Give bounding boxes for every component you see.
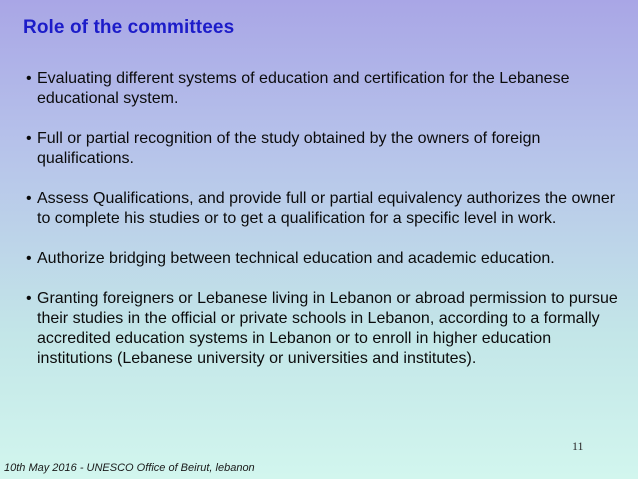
bullet-dot: • xyxy=(26,130,32,147)
bullet-text: Assess Qualifications, and provide full or partial equivalency authorizes the owner to complete his studies or to get a qualification for a specific level in work. xyxy=(37,190,616,227)
page-number: 11 xyxy=(572,439,584,453)
bullet-text: Evaluating different systems of education and certification for the Lebanese educational system. xyxy=(37,70,570,107)
footer-caption: 10th May 2016 - UNESCO Office of Beirut, lebanon xyxy=(4,462,255,474)
bullet-item xyxy=(24,69,624,109)
bullet-text: Authorize bridging between technical education and academic education. xyxy=(37,250,555,267)
bullet-text: Granting foreigners or Lebanese living in Lebanon or abroad permission to pursue their studies in the official or private schools in Lebanon, according to a formally accredited education systems in Lebanon or to enroll in higher education institutions (Lebanese university or universities and institutes). xyxy=(37,290,618,367)
slide-title: Role of the committees xyxy=(23,17,235,38)
bullet-dot: • xyxy=(26,190,32,207)
bullet-dot: • xyxy=(26,250,32,267)
bullet-dot: • xyxy=(26,290,32,307)
bullet-dot: • xyxy=(26,70,32,87)
bullet-item xyxy=(24,289,624,369)
bullet-item xyxy=(24,129,624,169)
bullet-item xyxy=(24,249,624,269)
bullet-item xyxy=(24,189,624,229)
bullet-text: Full or partial recognition of the study obtained by the owners of foreign qualifications. xyxy=(37,130,541,167)
bullet-list xyxy=(24,69,624,389)
